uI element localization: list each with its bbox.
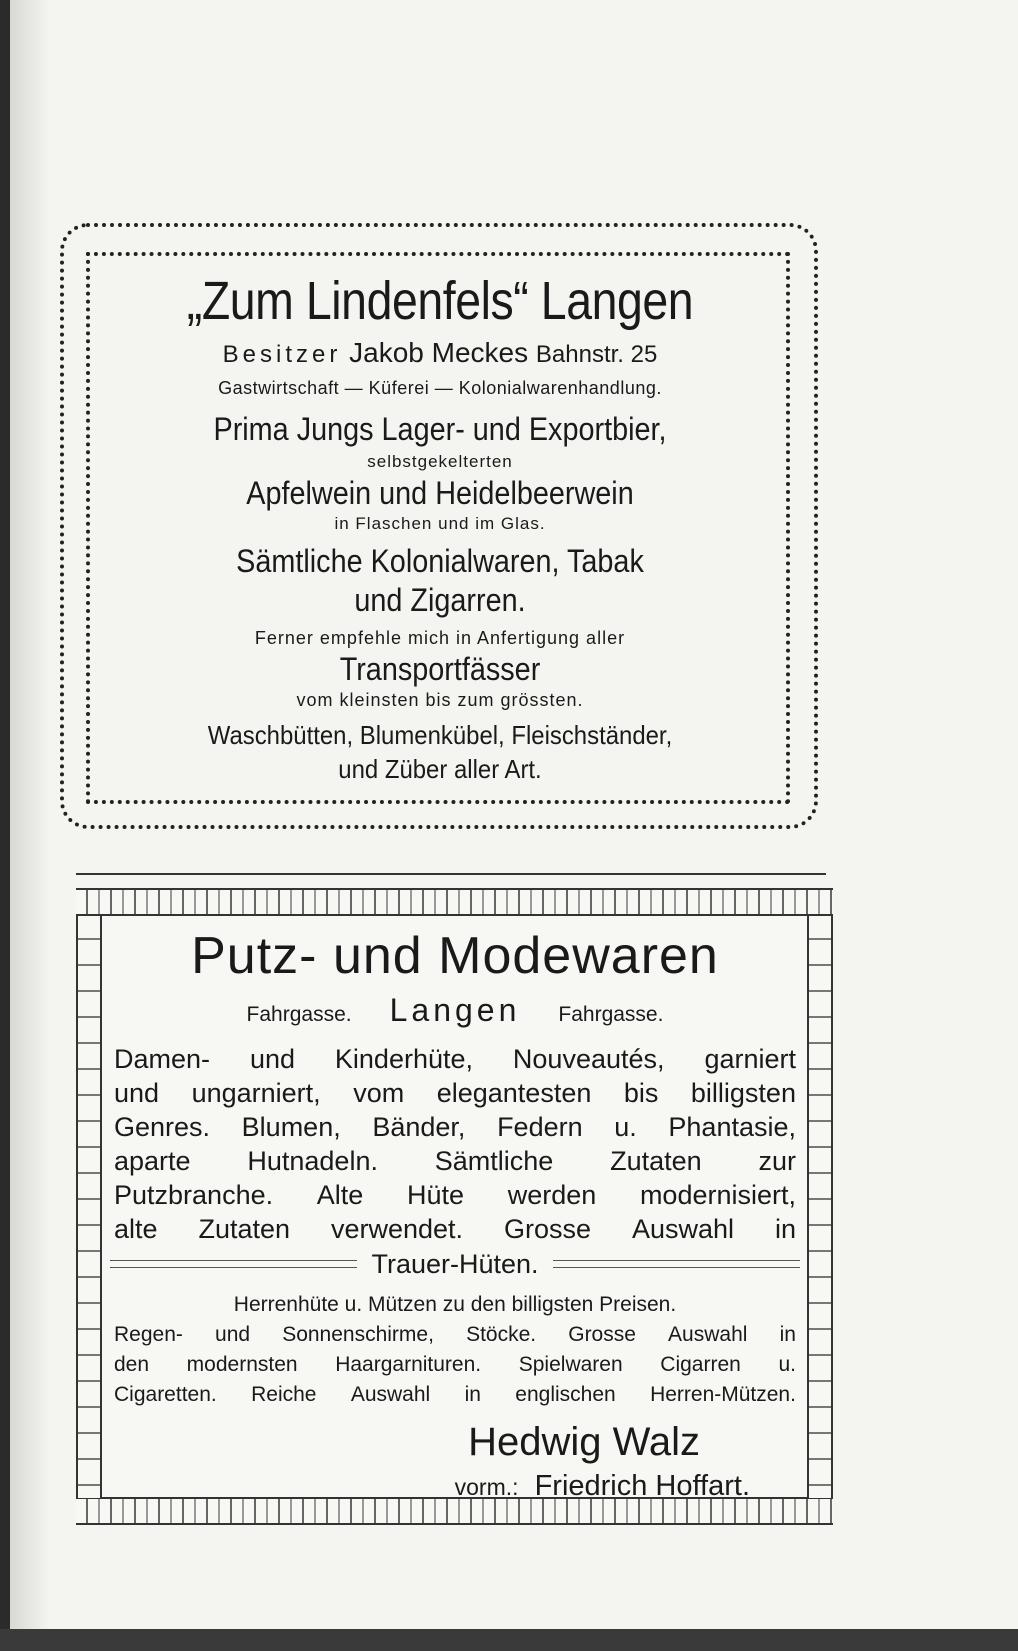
word: Genres. (114, 1112, 211, 1142)
ad2-small-line (110, 1350, 800, 1380)
ad1-sizes: vom kleinsten bis zum grössten. (296, 690, 584, 710)
word: Cigarren (660, 1353, 741, 1376)
ad1-title: „Zum Lindenfels“ Langen (186, 271, 694, 331)
word: Zutaten (198, 1214, 291, 1244)
ad1-wash: Waschbütten, Blumenkübel, Fleischständer, (207, 720, 673, 750)
ad2-proprietor: Hedwig Walz (468, 1420, 700, 1464)
word: bis (623, 1078, 659, 1108)
ornament-rule-right (553, 1260, 800, 1268)
word: Cigaretten. (114, 1383, 217, 1406)
ad2-previous-name: Friedrich Hoffart. (534, 1470, 750, 1502)
ad2-description (110, 1042, 800, 1246)
word: werden (507, 1180, 597, 1210)
word: modernsten (186, 1353, 298, 1376)
ad2-small-line (110, 1380, 800, 1410)
word: ungarniert, (191, 1078, 321, 1108)
ad2-line (114, 1212, 796, 1246)
ad1-kolonial: Sämtliche Kolonialwaren, Tabak (236, 543, 644, 579)
ad2-street-right: Fahrgasse. (558, 1003, 664, 1026)
ad2-small-text (110, 1320, 800, 1410)
page-edge-bottom (0, 1629, 1018, 1651)
word: Auswahl (631, 1214, 735, 1244)
ad2-line (114, 1144, 796, 1178)
ad2-line (114, 1110, 796, 1144)
ad2-trauer: Trauer-Hüten. (371, 1248, 539, 1279)
word: Grosse (504, 1214, 592, 1244)
word: Stöcke. (466, 1323, 537, 1346)
ad2-line (114, 1042, 796, 1076)
word: Zutaten (610, 1146, 702, 1176)
ad1-owner-name: Jakob Meckes (349, 337, 529, 368)
word: in (464, 1383, 481, 1406)
word: und (114, 1078, 160, 1108)
ad2-street-left: Fahrgasse. (246, 1003, 352, 1026)
word: Hüte (406, 1180, 465, 1210)
word: Putzbranche. (114, 1180, 274, 1210)
ad2-previous-label: vorm.: (454, 1474, 519, 1500)
ad1-trades: Gastwirtschaft — Küferei — Kolonialwarenhandlung. (218, 378, 662, 398)
word: u. (778, 1353, 796, 1376)
word: Kinderhüte, (334, 1044, 474, 1074)
word: in (779, 1323, 796, 1346)
ad2-street-line (110, 992, 800, 1042)
ad1-zuber: und Züber aller Art. (338, 754, 542, 784)
separator-line (76, 873, 826, 875)
ad2-trauer-line (110, 1246, 800, 1282)
ad1-ferner: Ferner empfehle mich in Anfertigung aller (254, 628, 626, 648)
word: vom (353, 1078, 405, 1108)
word: Bänder, (372, 1112, 466, 1142)
word: Blumen, (241, 1112, 341, 1142)
ad2-ornament-right (807, 916, 833, 1498)
ad1-zigarren: und Zigarren. (354, 582, 526, 618)
word: Reiche (251, 1383, 317, 1406)
gutter-shadow (10, 0, 50, 1629)
ad1-fasser: Transportfässer (339, 651, 541, 687)
ad2-city: Langen (389, 992, 521, 1028)
ad2-title: Putz- und Modewaren (191, 927, 719, 985)
word: in (774, 1214, 796, 1244)
ad1-wine: Apfelwein und Heidelbeerwein (246, 475, 634, 511)
ad2-line (114, 1076, 796, 1110)
word: Spielwaren (518, 1353, 623, 1376)
word: Grosse (568, 1323, 636, 1346)
word: englischen (515, 1383, 616, 1406)
word: Sonnenschirme, (282, 1323, 434, 1346)
ad2-line (114, 1178, 796, 1212)
ad-lindenfels (100, 268, 780, 786)
word: zur (758, 1146, 796, 1176)
word: Sämtliche (434, 1146, 554, 1176)
page-edge (0, 0, 10, 1651)
word: u. (614, 1112, 637, 1142)
word: Nouveautés, (512, 1044, 665, 1074)
word: billigsten (690, 1078, 796, 1108)
word: Alte (316, 1180, 364, 1210)
word: Auswahl (668, 1323, 748, 1346)
word: Phantasie, (668, 1112, 796, 1142)
ad-putz-modewaren (110, 920, 800, 1505)
word: Damen- (114, 1044, 211, 1074)
word: garniert (704, 1044, 796, 1074)
ad1-owner-label: Besitzer (222, 341, 342, 368)
ad1-selbst: selbstgekelterten (367, 452, 513, 471)
ad2-small-line (110, 1320, 800, 1350)
ad1-bottles: in Flaschen und im Glas. (334, 514, 546, 533)
ad2-ornament-left (76, 916, 102, 1498)
ornament-rule-left (110, 1260, 357, 1268)
word: und (215, 1323, 251, 1346)
ad1-owner-address: Bahnstr. 25 (535, 341, 658, 368)
ad2-ornament-top (76, 888, 833, 916)
word: Hutnadeln. (247, 1146, 378, 1176)
word: verwendet. (330, 1214, 464, 1244)
ad1-owner-line (100, 334, 780, 374)
word: aparte (114, 1146, 191, 1176)
word: Herren-Mützen. (650, 1383, 796, 1406)
word: modernisiert, (639, 1180, 796, 1210)
word: und (249, 1044, 295, 1074)
word: den (114, 1353, 150, 1376)
word: Regen- (114, 1323, 183, 1346)
word: alte (114, 1214, 158, 1244)
word: Auswahl (350, 1383, 431, 1406)
ad2-herren: Herrenhüte u. Mützen zu den billigsten Preisen. (233, 1293, 677, 1316)
word: elegantesten (436, 1078, 592, 1108)
ad2-previous-owner (110, 1468, 800, 1505)
word: Haargarnituren. (335, 1353, 482, 1376)
word: Federn (497, 1112, 583, 1142)
ad1-beer: Prima Jungs Lager- und Exportbier, (213, 411, 667, 447)
